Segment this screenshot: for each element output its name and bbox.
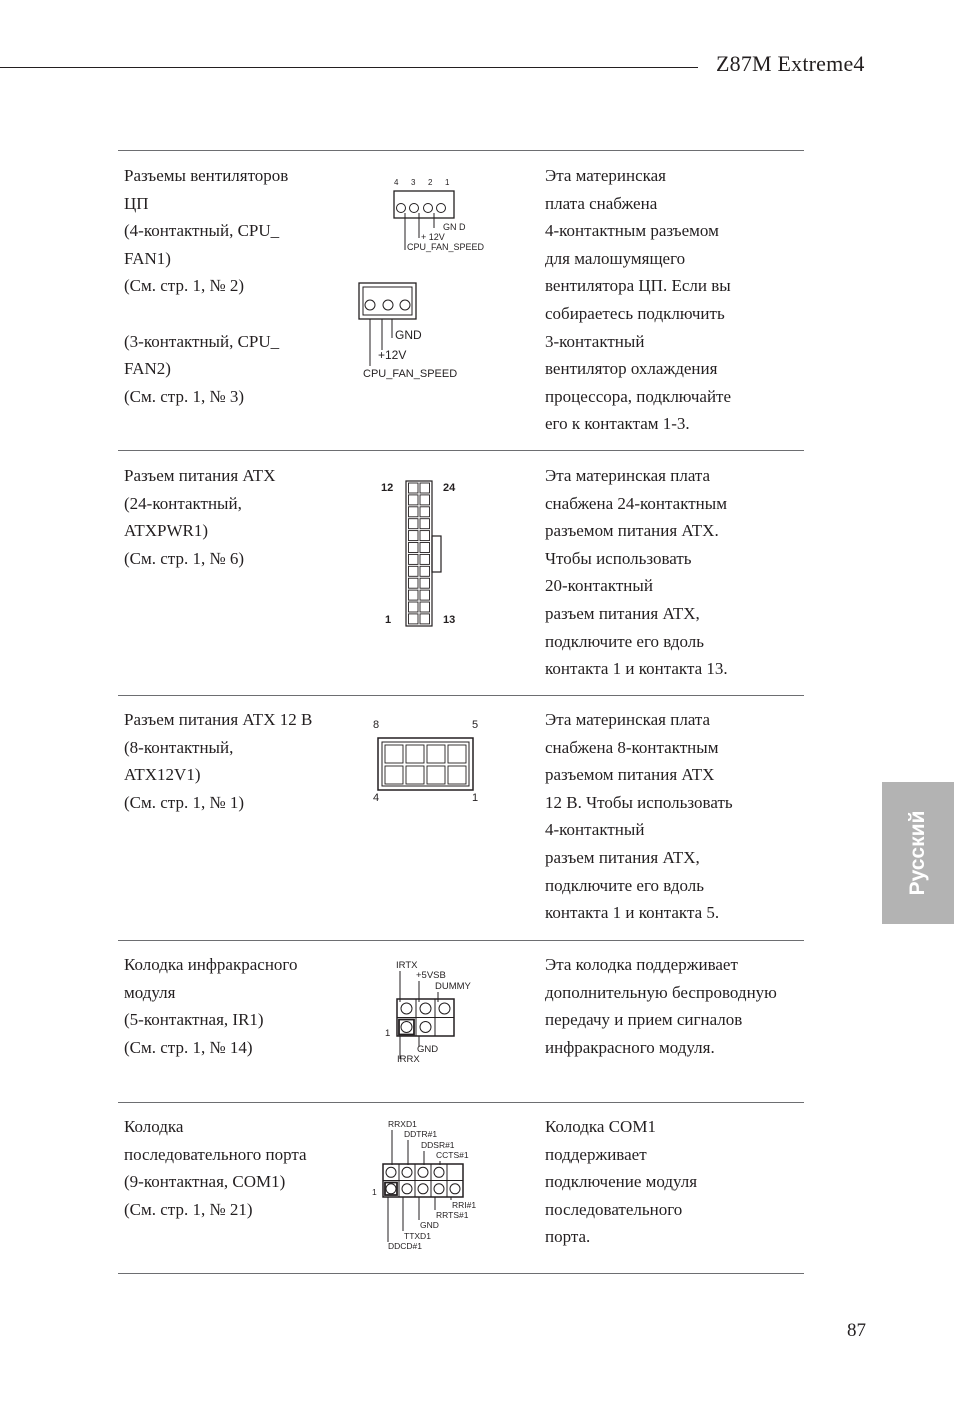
text-line: снабжена 8-контактным [545, 737, 719, 757]
atx24-pin-grid [409, 483, 430, 624]
text-line: его к контактам 1-3. [545, 414, 690, 434]
row-divider [118, 150, 804, 151]
connector-pin [409, 614, 419, 624]
text-line: FAN1) [124, 248, 171, 268]
ddtr-label: DDTR#1 [404, 1129, 438, 1139]
pin-label: 12 [381, 482, 394, 494]
irrx-label: IRRX [397, 1054, 420, 1065]
text-line: ЦП [124, 193, 149, 213]
atx8-pin-grid [385, 745, 466, 784]
text-line: 4-контактный [545, 820, 645, 840]
row-ir-header-description [545, 951, 805, 1061]
pin-label: 3 [411, 178, 416, 187]
connector-pin [420, 483, 430, 493]
text-line: (3-контактный, CPU_ [124, 331, 280, 351]
pin1-label: 1 [385, 1028, 391, 1039]
text-line: процессора, подключайте [545, 386, 732, 406]
text-line: вентилятора ЦП. Если вы [545, 276, 731, 296]
12v-label: + 12V [421, 232, 445, 242]
12v-label: +12V [378, 348, 407, 362]
pin-label: 13 [443, 614, 456, 626]
connector-pin [420, 495, 430, 505]
text-line: (См. стр. 1, № 21) [124, 1199, 253, 1219]
connector-pin [420, 519, 430, 529]
text-line: Разъем питания ATX [124, 466, 276, 485]
connector-pin [406, 745, 424, 763]
connector-pin [385, 766, 403, 784]
connector-pin [406, 766, 424, 784]
text-line: разъемом питания ATX. [545, 521, 719, 541]
text-line: разъем питания ATX, [545, 603, 700, 623]
rrxd-label: RRXD1 [388, 1119, 417, 1129]
text-line: (См. стр. 1, № 14) [124, 1037, 253, 1057]
text-line: Колодка инфракрасного [124, 955, 298, 974]
text-line: последовательного [545, 1199, 683, 1219]
text-line: подключение модуля [545, 1172, 698, 1192]
pin-label: 1 [445, 178, 450, 187]
connector-pin [448, 745, 466, 763]
rri-label: RRI#1 [452, 1200, 477, 1210]
connector-pin [420, 531, 430, 541]
text-line: Эта колодка поддерживает [545, 955, 738, 974]
text-line: Эта материнская плата [545, 466, 711, 485]
text-line: (24-контактный, [124, 493, 242, 513]
connector-pin [420, 543, 430, 553]
gnd-label: GND [417, 1044, 439, 1055]
row-divider [118, 450, 804, 451]
dummy-label: DUMMY [435, 981, 471, 992]
pin-label: 8 [373, 719, 380, 731]
text-line: контакта 1 и контакта 5. [545, 903, 720, 923]
ddsr-label: DDSR#1 [421, 1140, 455, 1150]
irtx-label: IRTX [396, 960, 418, 971]
text-line: (9-контактная, COM1) [124, 1172, 286, 1192]
connector-pin [409, 531, 419, 541]
ddcd-label: DDCD#1 [388, 1241, 423, 1251]
row-divider [118, 695, 804, 696]
text-line: (5-контактная, IR1) [124, 1010, 264, 1030]
com-header-diagram [366, 1116, 506, 1256]
pin-label: 2 [428, 178, 433, 187]
text-line: инфракрасного модуля. [545, 1037, 715, 1057]
fan-speed-label: CPU_FAN_SPEED [407, 242, 485, 252]
text-line: последовательного порта [124, 1144, 307, 1164]
connector-pin [409, 495, 419, 505]
ccts-label: CCTS#1 [436, 1150, 469, 1160]
connector-pin [409, 519, 419, 529]
pin-label: 4 [394, 178, 399, 187]
row-divider [118, 940, 804, 941]
connector-pin [448, 766, 466, 784]
connector-pin [427, 745, 445, 763]
text-line: поддерживает [545, 1144, 647, 1164]
text-line: модуля [124, 982, 176, 1002]
text-line: подключите его вдоль [545, 875, 705, 895]
text-line: (См. стр. 1, № 3) [124, 386, 245, 406]
text-line: порта. [545, 1227, 591, 1247]
connector-pin [420, 602, 430, 612]
connector-pin [420, 554, 430, 564]
cpu-fan-3pin-diagram [350, 278, 520, 388]
row-ir-header-title [124, 951, 339, 1061]
ir-header-diagram [380, 955, 500, 1070]
connector-pin [409, 543, 419, 553]
connector-pin [409, 554, 419, 564]
text-line: FAN2) [124, 359, 171, 379]
text-line: разъем питания ATX, [545, 847, 700, 867]
text-line: ATXPWR1) [124, 521, 209, 541]
connector-pin [385, 745, 403, 763]
language-tab-label: Русский [906, 810, 929, 896]
text-line: ATX12V1) [124, 765, 201, 785]
row-atx-power-description [545, 462, 805, 683]
ttxd-label: TTXD1 [404, 1231, 431, 1241]
row-com-header-title [124, 1113, 339, 1223]
connector-pin [409, 566, 419, 576]
text-line: Колодка [124, 1117, 184, 1136]
pin-label: 1 [385, 614, 392, 626]
atx-24pin-diagram [370, 476, 480, 636]
row-divider [118, 1102, 804, 1103]
connector-pin [409, 483, 419, 493]
text-line: снабжена 24-контактным [545, 493, 727, 513]
row-cpu-fan-description [545, 162, 805, 438]
text-line: вентилятор охлаждения [545, 359, 718, 379]
row-divider [118, 1273, 804, 1274]
atx12v-8pin-diagram [365, 712, 490, 807]
header-rule [0, 67, 698, 68]
pin-label: 1 [472, 792, 479, 804]
text-line: (8-контактный, [124, 737, 234, 757]
row-atx-power-title [124, 462, 339, 572]
connector-pin [409, 578, 419, 588]
text-line: для малошумящего [545, 248, 686, 268]
fan-speed-label: CPU_FAN_SPEED [363, 368, 458, 380]
connector-pin [420, 614, 430, 624]
connector-pin [420, 507, 430, 517]
connector-pin [409, 602, 419, 612]
5vsb-label: +5VSB [416, 970, 446, 981]
text-line: Эта материнская плата [545, 710, 711, 729]
connector-pin [409, 507, 419, 517]
connector-pin [420, 590, 430, 600]
text-line: контакта 1 и контакта 13. [545, 659, 728, 679]
text-line: (См. стр. 1, № 2) [124, 276, 245, 296]
text-line: 20-контактный [545, 576, 653, 596]
row-atx12v-title [124, 706, 339, 816]
gnd-label: GN D [443, 222, 466, 232]
rrts-label: RRTS#1 [436, 1210, 469, 1220]
text-line: Чтобы использовать [545, 548, 692, 568]
connector-pin [420, 566, 430, 576]
row-atx12v-description [545, 706, 805, 927]
gnd-label: GND [395, 328, 422, 342]
text-line: (См. стр. 1, № 1) [124, 792, 245, 812]
row-com-header-description [545, 1113, 805, 1251]
connector-pin [409, 590, 419, 600]
text-line: (См. стр. 1, № 6) [124, 548, 245, 568]
header-title: Z87M Extreme4 [716, 51, 865, 76]
text-line: Разъем питания ATX 12 В [124, 710, 313, 729]
pin1-label: 1 [372, 1187, 377, 1197]
pin-label: 4 [373, 792, 380, 804]
language-tab [882, 782, 954, 924]
text-line: разъемом питания ATX [545, 765, 715, 785]
text-line: (4-контактный, CPU_ [124, 221, 280, 241]
pin-label: 5 [472, 719, 479, 731]
text-line: Колодка COM1 [545, 1117, 656, 1136]
text-line: передачу и прием сигналов [545, 1010, 743, 1030]
text-line: дополнительную беспроводную [545, 982, 777, 1002]
cpu-fan-4pin-diagram [350, 170, 520, 260]
text-line: 3-контактный [545, 331, 645, 351]
text-line: Эта материнская [545, 166, 666, 185]
text-line: плата снабжена [545, 193, 658, 213]
gnd-label: GND [420, 1220, 439, 1230]
text-line: Разъемы вентиляторов [124, 166, 289, 185]
text-line: 12 В. Чтобы использовать [545, 792, 733, 812]
connector-pin [427, 766, 445, 784]
page-number: 87 [847, 1320, 866, 1341]
row-cpu-fan-title [124, 162, 339, 410]
text-line: собираетесь подключить [545, 303, 725, 323]
text-line: подключите его вдоль [545, 631, 705, 651]
text-gap [124, 300, 339, 328]
text-line: 4-контактным разъемом [545, 221, 719, 241]
connector-pin [420, 578, 430, 588]
pin-label: 24 [443, 482, 456, 494]
